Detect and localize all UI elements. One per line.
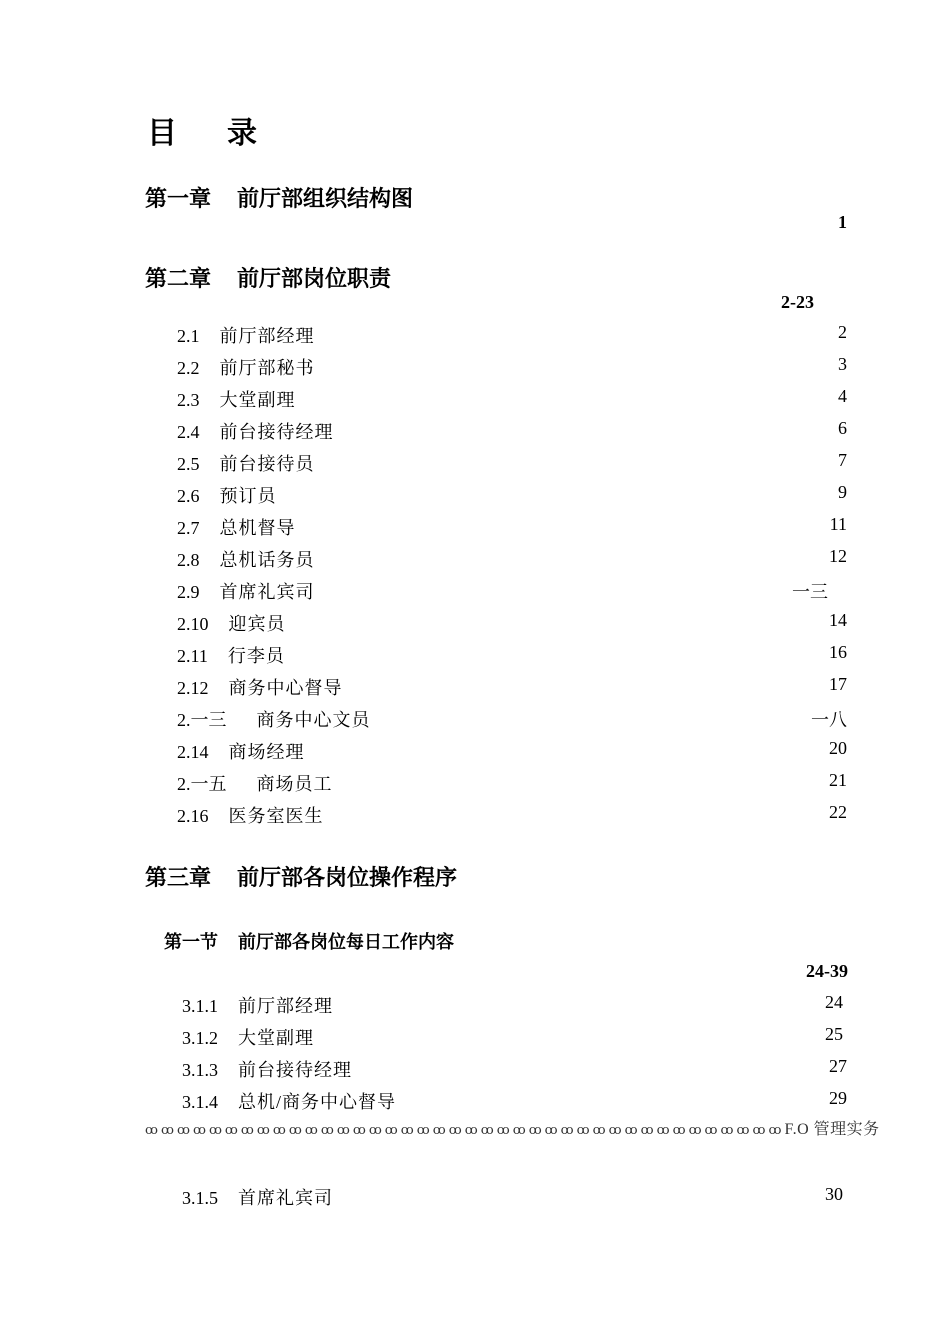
entry-page-number: 7 (838, 450, 847, 470)
entry-label: 大堂副理 (219, 390, 296, 410)
entry-number: 2.12 (177, 678, 209, 698)
entry-label: 前厅部秘书 (219, 358, 315, 378)
toc-entry (177, 450, 315, 476)
entry-page-number: 21 (829, 770, 847, 790)
entry-number: 2.8 (177, 550, 200, 570)
chapter-1-label: 第一章 (145, 186, 212, 211)
entry-page-number: 2 (838, 322, 847, 342)
toc-entry (177, 578, 315, 604)
chapter-1-page: 1 (838, 212, 847, 232)
chapter-2-heading (145, 262, 391, 293)
entry-number: 2.11 (177, 646, 208, 666)
entry-label: 前厅部经理 (238, 996, 333, 1016)
entry-page-number: 12 (829, 546, 847, 566)
entry-number: 2.1 (177, 326, 200, 346)
entry-number: 2.3 (177, 390, 200, 410)
chapter-3-title: 前厅部各岗位操作程序 (237, 865, 458, 890)
chapter-3-heading (145, 861, 457, 892)
entry-number: 3.1.3 (182, 1060, 218, 1080)
entry-label: 首席礼宾司 (219, 582, 315, 602)
entry-label: 商务中心督导 (228, 678, 343, 698)
chapter-2-pages: 2-23 (781, 292, 814, 312)
entry-page-number: 29 (829, 1088, 847, 1108)
chapter-1-title: 前厅部组织结构图 (237, 186, 414, 211)
entry-page-number: 27 (829, 1056, 847, 1076)
title-char-2: 录 (227, 117, 259, 150)
section-1-heading (164, 928, 454, 954)
toc-entry (182, 1024, 314, 1050)
entry-number: 2.7 (177, 518, 200, 538)
entry-label: 前台接待员 (219, 454, 315, 474)
entry-label: 首席礼宾司 (238, 1188, 333, 1208)
entry-number: 3.1.4 (182, 1092, 218, 1112)
toc-entry (177, 514, 296, 540)
toc-entry (182, 992, 333, 1018)
page-title (147, 108, 259, 152)
toc-entry (182, 1184, 333, 1210)
entry-label: 前台接待经理 (219, 422, 334, 442)
entry-page-number: 14 (829, 610, 847, 630)
entry-page-number: 22 (829, 802, 847, 822)
entry-number: 3.1.1 (182, 996, 218, 1016)
entry-label: 总机/商务中心督导 (238, 1092, 397, 1112)
entry-label: 总机话务员 (219, 550, 315, 570)
entry-page-number: 24 (825, 992, 843, 1012)
entry-page-number: 6 (838, 418, 847, 438)
footer-dots: ꝏꝏꝏꝏꝏꝏꝏꝏꝏꝏꝏꝏꝏꝏꝏꝏꝏꝏꝏꝏꝏꝏꝏꝏꝏꝏꝏꝏꝏꝏꝏꝏꝏꝏꝏꝏꝏꝏꝏꝏ (145, 1122, 785, 1137)
title-char-1: 目 (147, 117, 179, 150)
entry-number: 2.10 (177, 614, 209, 634)
entry-label: 迎宾员 (228, 614, 286, 634)
toc-entry (177, 610, 286, 636)
toc-entry (177, 546, 315, 572)
toc-entry (177, 770, 333, 796)
entry-number: 2.16 (177, 806, 209, 826)
entry-label: 前厅部经理 (219, 326, 315, 346)
entry-number: 2.一五 (177, 774, 227, 794)
chapter-1-heading (145, 182, 413, 213)
entry-page-number: 17 (829, 674, 847, 694)
entry-label: 商场员工 (256, 774, 333, 794)
section-1-pages: 24-39 (806, 961, 848, 981)
entry-page-number: 16 (829, 642, 847, 662)
entry-page-number: 一八 (811, 710, 847, 730)
page-footer (145, 1116, 880, 1139)
section-1-label: 第一节 (164, 932, 218, 952)
chapter-2-label: 第二章 (145, 266, 212, 291)
toc-entry (182, 1088, 396, 1114)
entry-number: 2.6 (177, 486, 200, 506)
toc-entry (177, 418, 334, 444)
entry-number: 3.1.2 (182, 1028, 218, 1048)
entry-label: 预订员 (219, 486, 277, 506)
section-1-title: 前厅部各岗位每日工作内容 (238, 932, 454, 952)
entry-label: 大堂副理 (238, 1028, 314, 1048)
entry-page-number: 3 (838, 354, 847, 374)
toc-entry (177, 482, 277, 508)
toc-entry (182, 1056, 352, 1082)
toc-entry (177, 802, 324, 828)
entry-page-number: 11 (829, 514, 847, 534)
entry-page-number: 20 (829, 738, 847, 758)
entry-number: 2.一三 (177, 710, 227, 730)
entry-page-number: 25 (825, 1024, 843, 1044)
entry-number: 2.9 (177, 582, 200, 602)
entry-number: 3.1.5 (182, 1188, 218, 1208)
toc-entry (177, 674, 343, 700)
entry-label: 总机督导 (219, 518, 296, 538)
toc-entry (177, 642, 285, 668)
entry-number: 2.2 (177, 358, 200, 378)
entry-number: 2.4 (177, 422, 200, 442)
entry-number: 2.14 (177, 742, 209, 762)
footer-text: F.O 管理实务 (784, 1121, 880, 1138)
toc-entry (177, 354, 315, 380)
toc-entry (177, 706, 371, 732)
toc-entry (177, 738, 305, 764)
entry-page-number: 30 (825, 1184, 843, 1204)
chapter-3-label: 第三章 (145, 865, 212, 890)
toc-entry (177, 386, 296, 412)
entry-label: 行李员 (227, 646, 285, 666)
entry-label: 医务室医生 (228, 806, 324, 826)
chapter-2-title: 前厅部岗位职责 (237, 266, 392, 291)
entry-page-number: 一三 (792, 582, 828, 602)
entry-label: 商场经理 (228, 742, 305, 762)
entry-label: 商务中心文员 (256, 710, 371, 730)
entry-label: 前台接待经理 (238, 1060, 352, 1080)
entry-number: 2.5 (177, 454, 200, 474)
entry-page-number: 9 (838, 482, 847, 502)
entry-page-number: 4 (838, 386, 847, 406)
toc-entry (177, 322, 315, 348)
